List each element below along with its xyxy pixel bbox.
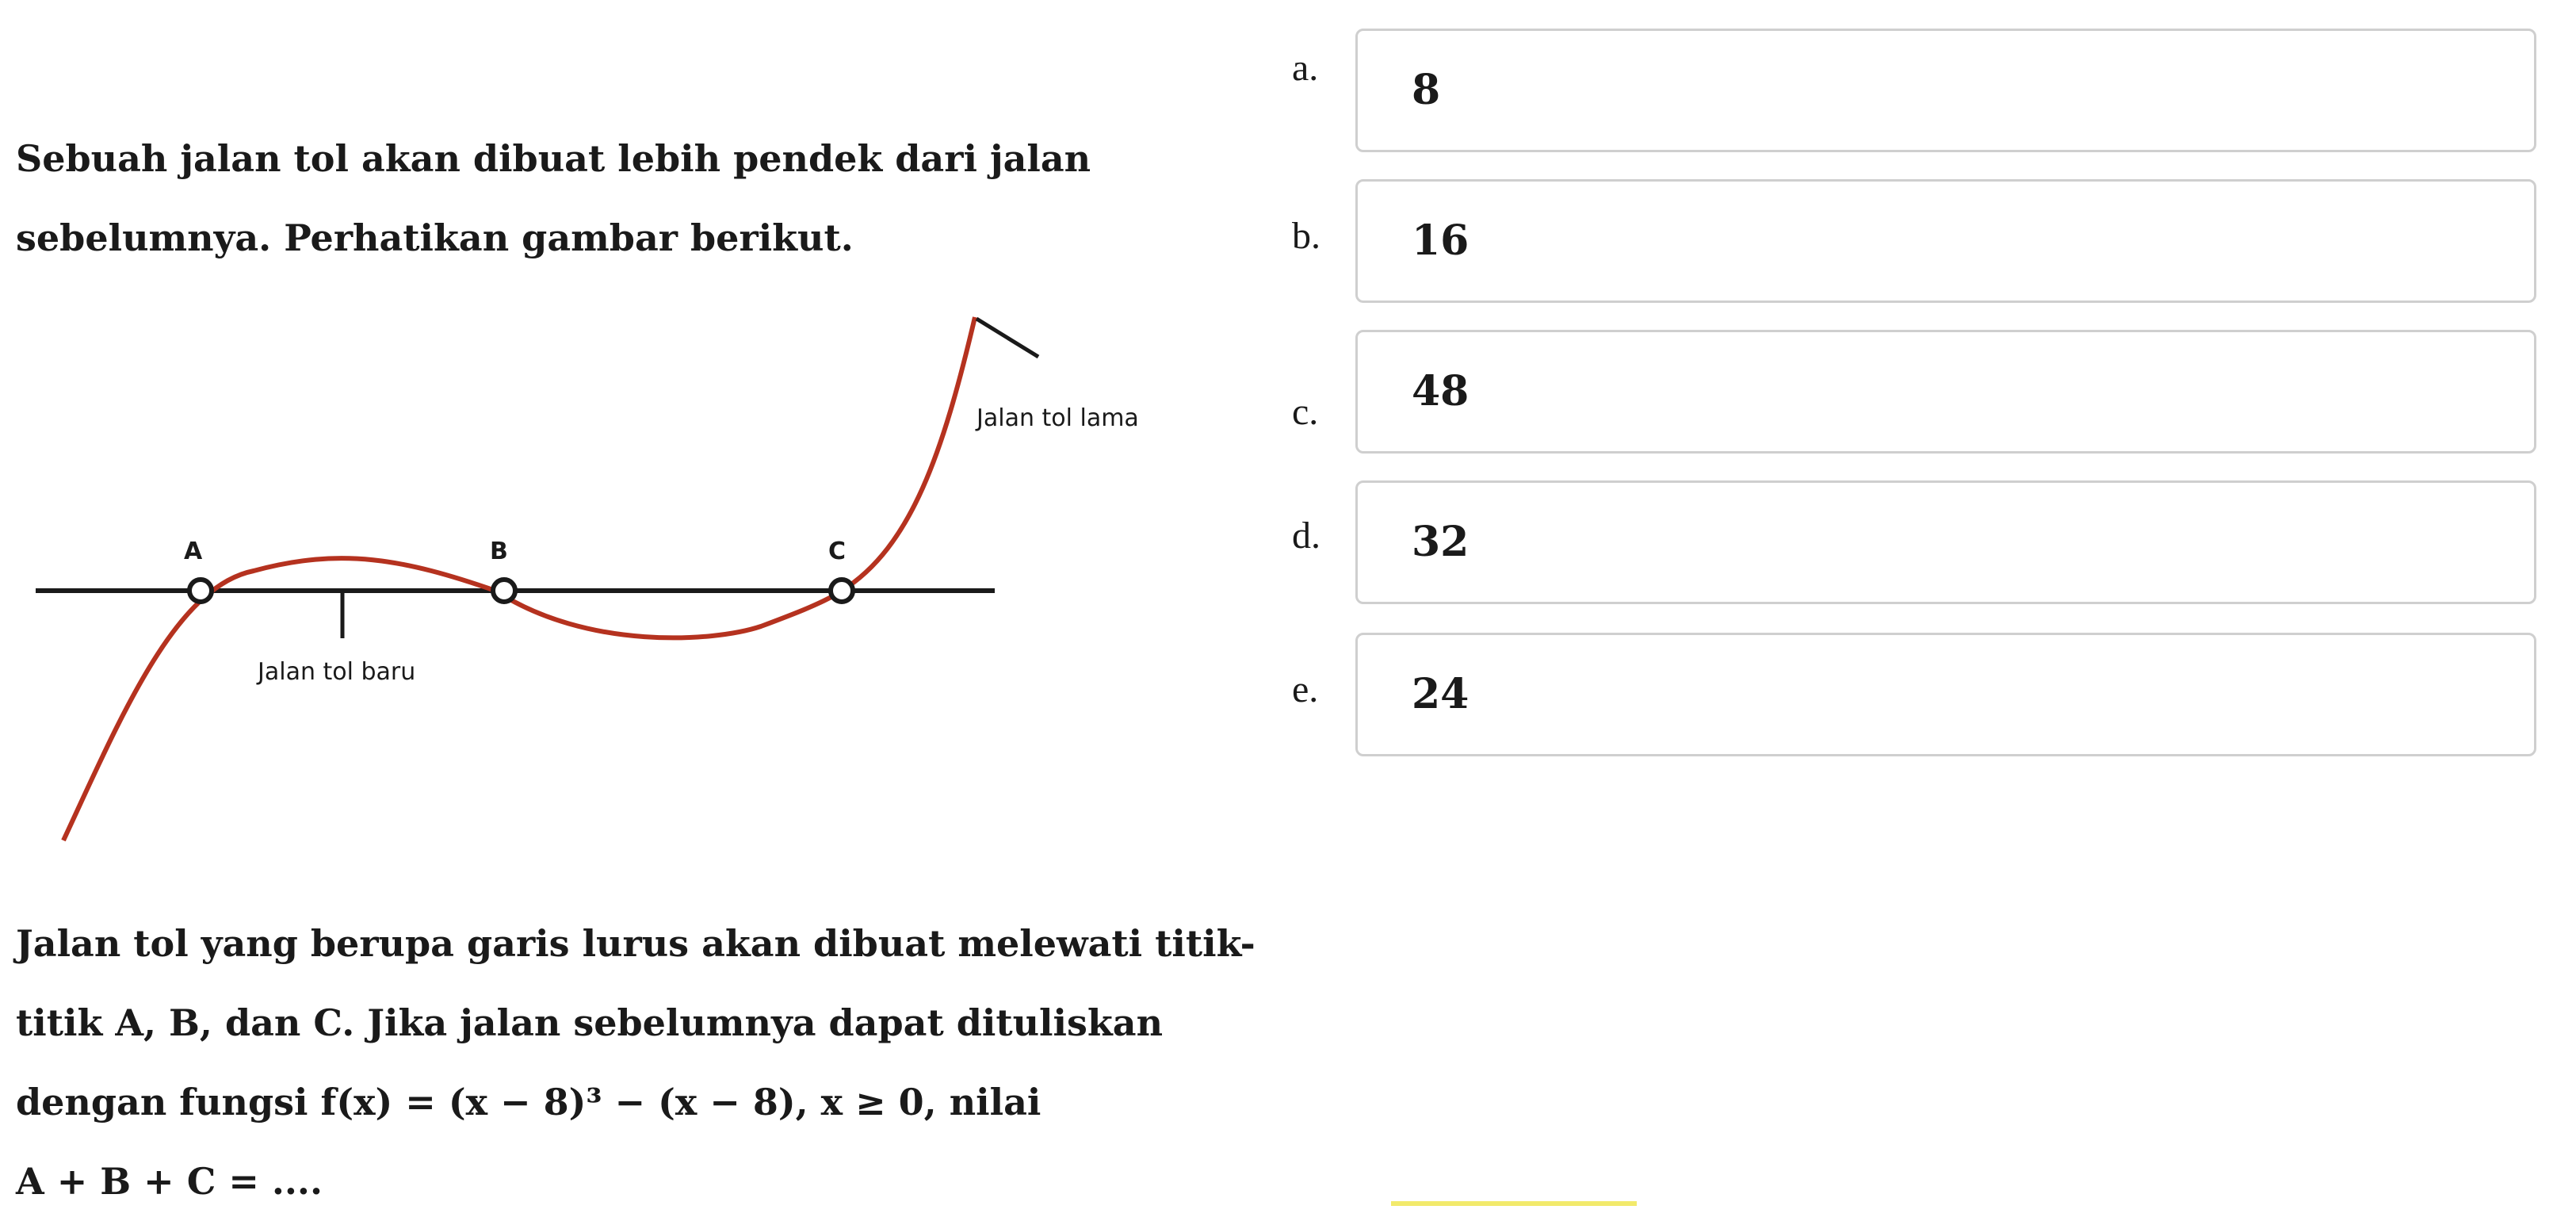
point-b-label: B <box>490 538 508 565</box>
option-d-choice[interactable] <box>1355 480 2536 604</box>
road-figure <box>0 309 1236 856</box>
option-c-value: 48 <box>1412 367 1470 415</box>
option-a-letter: a. <box>1292 47 1319 89</box>
question-line: titik A, B, dan C. Jika jalan sebelumnya dapat dituliskan <box>16 1001 1164 1044</box>
question-line: A + B + C = .... <box>16 1160 323 1203</box>
intro-line: sebelumnya. Perhatikan gambar berikut. <box>16 216 854 259</box>
point-b-marker <box>493 580 515 602</box>
question-line: Jalan tol yang berupa garis lurus akan dibuat melewati titik- <box>16 922 1256 965</box>
option-c-choice[interactable] <box>1355 330 2536 454</box>
intro-text <box>16 119 1091 278</box>
road-diagram <box>0 309 1236 856</box>
point-c-label: C <box>828 538 847 565</box>
point-a-label: A <box>184 538 203 565</box>
option-e-value: 24 <box>1412 670 1470 718</box>
option-d-letter: d. <box>1292 515 1320 557</box>
option-e-letter: e. <box>1292 668 1319 710</box>
option-c-letter: c. <box>1292 391 1319 433</box>
point-a-marker <box>189 580 212 602</box>
question-text <box>16 904 1256 1221</box>
point-c-marker <box>831 580 853 602</box>
question-line: dengan fungsi f(x) = (x − 8)³ − (x − 8), x ≥ 0, nilai <box>16 1081 1041 1123</box>
option-e-choice[interactable] <box>1355 633 2536 756</box>
option-a-value: 8 <box>1412 66 1441 114</box>
bottom-highlight-bar <box>1391 1201 1637 1206</box>
old-road-pointer <box>977 319 1038 357</box>
new-road-label: Jalan tol baru <box>258 658 416 686</box>
option-b-choice[interactable] <box>1355 179 2536 303</box>
intro-line: Sebuah jalan tol akan dibuat lebih pendek dari jalan <box>16 137 1091 180</box>
option-b-value: 16 <box>1412 216 1470 265</box>
old-road-label: Jalan tol lama <box>977 404 1139 432</box>
option-d-value: 32 <box>1412 518 1470 566</box>
option-a-choice[interactable] <box>1355 29 2536 152</box>
option-b-letter: b. <box>1292 215 1320 257</box>
